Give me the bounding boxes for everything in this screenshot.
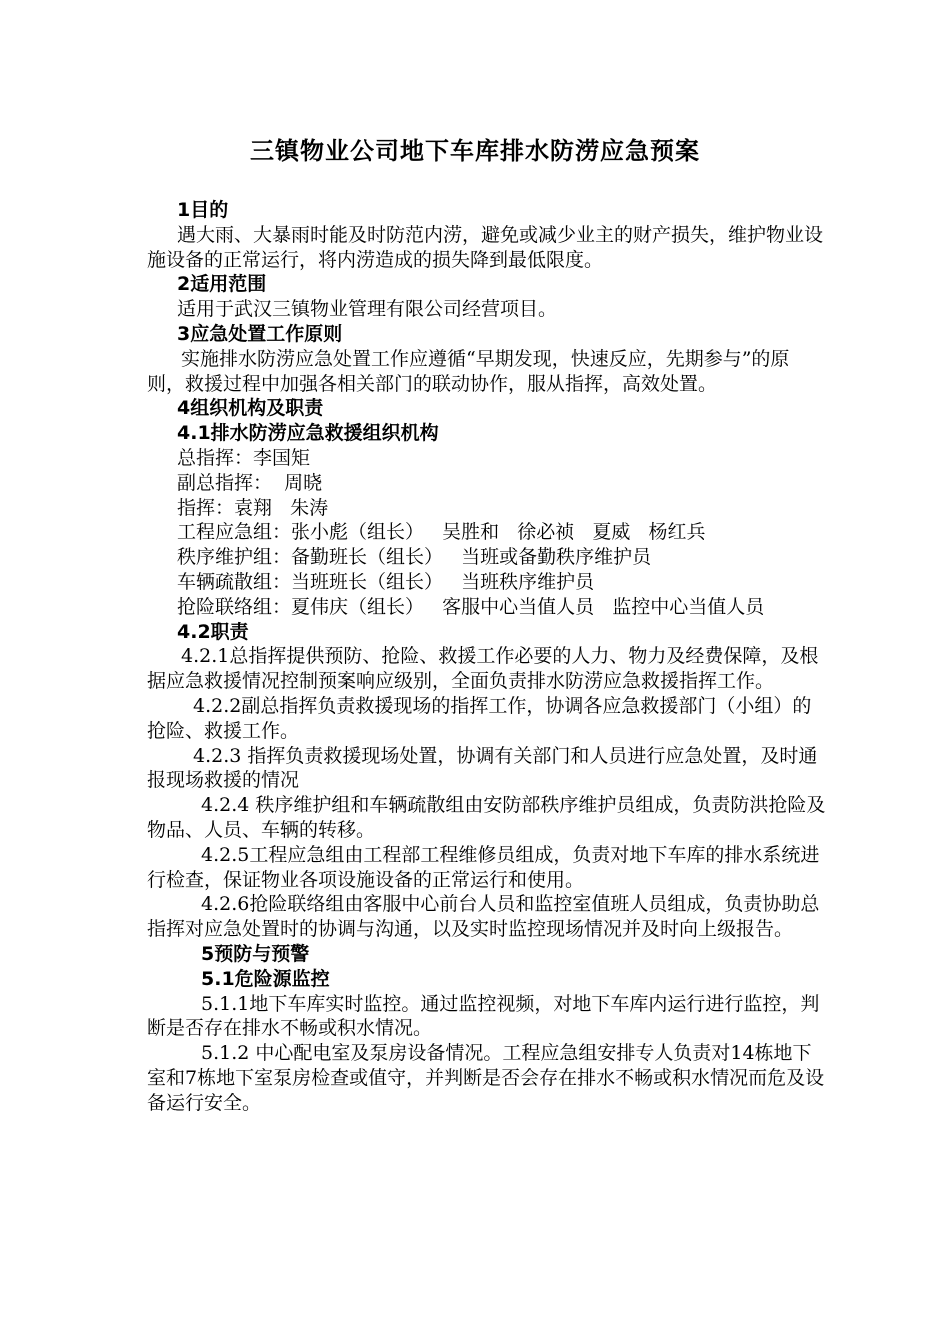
duty-paragraph: 4.2.3 指挥负责救援现场处置，协调有关部门和人员进行应急处置，及时通报现场救援的情况 [147, 744, 818, 792]
duty-paragraph: 4.2.6抢险联络组由客服中心前台人员和监控室值班人员组成，负责协助总指挥对应急处置时的协调与沟通，以及实时监控现场情况并及时向上级报告。 [147, 893, 820, 941]
duty-paragraph: 4.2.1总指挥提供预防、抢险、救援工作必要的人力、物力及经费保障，及根据应急救援情况控制预案响应级别，全面负责排水防涝应急救援指挥工作。 [147, 645, 819, 693]
section-heading-principles: 3应急处置工作原则 [177, 322, 343, 345]
document-body [147, 198, 827, 1115]
monitor-paragraph: 5.1.1地下车库实时监控。通过监控视频，对地下车库内运行进行监控，判断是否存在排水不畅或积水情况。 [147, 992, 820, 1040]
subsection-heading-duties: 4.2职责 [177, 620, 249, 643]
subsection-heading-org-structure: 4.1排水防涝应急救援组织机构 [177, 422, 439, 445]
duty-paragraph: 4.2.2副总指挥负责救援现场的指挥工作，协调各应急救援部门（小组）的抢险、救援工作。 [147, 694, 812, 742]
section-heading-prevention: 5预防与预警 [201, 942, 310, 965]
section-text-purpose: 遇大雨、大暴雨时能及时防范内涝，避免或减少业主的财产损失，维护物业设施设备的正常运行，将内涝造成的损失降到最低限度。 [147, 223, 824, 271]
section-text-principles: 实施排水防涝应急处置工作应遵循“早期发现，快速反应，先期参与”的原则，救援过程中加强各相关部门的联动协作，服从指挥，高效处置。 [147, 347, 790, 395]
monitor-paragraph: 5.1.2 中心配电室及泵房设备情况。工程应急组安排专人负责对14栋地下室和7栋地下室泵房检查或值守，并判断是否会存在排水不畅或积水情况而危及设备运行安全。 [147, 1042, 825, 1114]
document-title: 三镇物业公司地下车库排水防涝应急预案 [250, 137, 700, 165]
org-line-engineering-team: 工程应急组：张小彪（组长） 吴胜和 徐必祯 夏威 杨红兵 [177, 521, 706, 544]
section-heading-purpose: 1目的 [177, 199, 229, 221]
section-text-scope: 适用于武汉三镇物业管理有限公司经营项目。 [177, 298, 558, 321]
org-line-vehicle-team: 车辆疏散组：当班班长（组长） 当班秩序维护员 [177, 570, 595, 593]
duty-paragraph: 4.2.5工程应急组由工程部工程维修员组成，负责对地下车库的排水系统进行检查，保证物业各项设施设备的正常运行和使用。 [147, 843, 820, 891]
section-heading-scope: 2适用范围 [177, 273, 267, 296]
org-line-director: 指挥：袁翔 朱涛 [177, 496, 329, 519]
duty-paragraph: 4.2.4 秩序维护组和车辆疏散组由安防部秩序维护员组成，负责防洪抢险及物品、人员、车辆的转移。 [147, 794, 826, 841]
subsection-heading-hazard-monitoring: 5.1危险源监控 [201, 967, 330, 990]
section-heading-organization: 4组织机构及职责 [177, 397, 324, 420]
org-line-commander: 总指挥：李国矩 [177, 446, 311, 469]
org-line-deputy: 副总指挥： 周晓 [177, 471, 323, 494]
org-line-order-team: 秩序维护组：备勤班长（组长） 当班或备勤秩序维护员 [177, 546, 652, 569]
org-line-liaison-team: 抢险联络组：夏伟庆（组长） 客服中心当值人员 监控中心当值人员 [177, 595, 765, 618]
